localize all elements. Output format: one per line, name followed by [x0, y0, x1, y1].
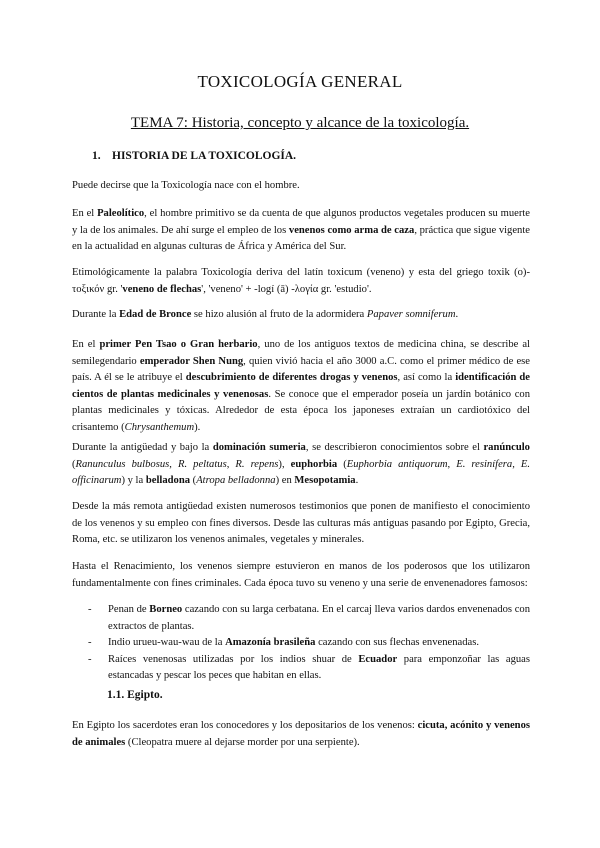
bold-text: euphorbia: [290, 458, 338, 470]
paragraph-sumeria: [72, 440, 530, 490]
text: Raíces venenosas utilizadas por los indios shuar de: [108, 653, 359, 665]
dash-marker: -: [88, 653, 92, 665]
paragraph-paleolithic: [72, 206, 530, 256]
text: cazando con su larga cerbatana. En el carcaj lleva varios dardos envenenados con extractos de plantas.: [108, 604, 531, 632]
italic-text: Chrysanthemum: [124, 421, 195, 433]
bold-text: primer Pen Tsao o Gran herbario: [99, 339, 258, 350]
italic-text: Atropa belladonna: [196, 475, 276, 486]
text: Penan de: [108, 604, 150, 615]
bold-text: ranúnculo: [483, 442, 530, 453]
text: Etimológicamente la palabra Toxicología deriva del latín toxicum (veneno) y esta del griego toxik (o)- τοξικόν gr. ': [72, 267, 530, 295]
section-heading-text: HISTORIA DE LA TOXICOLOGÍA.: [112, 150, 297, 162]
paragraph-intro: Puede decirse que la Toxicología nace con el hombre.: [72, 180, 300, 191]
paragraph-pen-tsao: [72, 337, 530, 436]
paragraph-etymology: [72, 265, 530, 298]
bold-text: emperador Shen Nung: [139, 355, 244, 367]
examples-list: [72, 602, 530, 685]
italic-text: R. peltatus: [177, 458, 227, 470]
text: En Egipto los sacerdotes eran los conocedores y los depositarios de los venenos:: [72, 720, 418, 731]
bold-text: identificación de cientos de plantas medicinales y venenosas: [72, 372, 530, 400]
text: , así como la: [397, 372, 456, 383]
paragraph-bronze-age: [72, 307, 530, 324]
text: , se describieron conocimientos sobre el: [305, 442, 484, 453]
bold-text: venenos como arma de caza: [288, 224, 415, 236]
dash-marker: -: [88, 637, 92, 648]
text: , quien vivió hacia el año 3000 a.C. como el primer médico de ese país. A él se le atribuye el: [72, 355, 530, 383]
text: ,: [447, 458, 457, 470]
section-number: 1.: [92, 150, 101, 162]
text: (: [72, 458, 76, 470]
paragraph-antiquity: Desde la más remota antigüedad existen numerosos testimonios que ponen de manifiesto el conocimiento de los venenos y su empleo con fines diversos. Desde las culturas más antiguas pasando por Egipto, Grecia, Roma, etc. se utilizaron los venenos animales, vegetales y minerales.: [72, 501, 530, 545]
bold-text: veneno de flechas: [122, 283, 202, 295]
text: ,: [169, 458, 178, 470]
italic-text: Papaver somniferum: [366, 309, 456, 320]
text: Indio urueu-wau-wau de la: [108, 637, 226, 648]
text: , práctica que sigue vigente en la actualidad en algunas culturas de África y América del Sur.: [72, 224, 530, 252]
text: .: [455, 309, 459, 320]
text: , el hombre primitivo se da cuenta de que algunos productos vegetales producen su muerte y la de los animales. De ahí surge el empleo de los: [72, 208, 530, 236]
list-item: [72, 635, 530, 652]
italic-text: Ranunculus bulbosus: [75, 458, 170, 470]
text: ).: [194, 421, 201, 433]
paragraph-renaissance: Hasta el Renacimiento, los venenos siempre estuvieron en manos de los poderosos que los utilizaron fundamentalmente con fines criminales. Cada época tuvo su veneno y una serie de envenenadores famosos:: [72, 561, 530, 589]
text: ) en: [275, 475, 295, 486]
italic-text: E. resinífera: [456, 458, 513, 470]
subsection-heading: 1.1. Egipto.: [107, 689, 163, 701]
dash-marker: -: [88, 604, 92, 615]
text: , uno de los antiguos textos de medicina china, se describe al semilegendario: [72, 339, 530, 367]
text: se hizo alusión al fruto de la adormidera: [191, 309, 367, 320]
bold-text: descubrimiento de diferentes drogas y venenos: [185, 372, 398, 383]
document-title: TOXICOLOGÍA GENERAL: [197, 72, 403, 91]
text: cazando con sus flechas envenenadas.: [315, 637, 479, 648]
text: ', 'veneno' + -logí (ā) -λογία gr. 'estudio'.: [201, 283, 372, 295]
bold-text: Paleolítico: [97, 208, 145, 219]
text: ),: [278, 458, 291, 470]
list-item: [72, 652, 530, 685]
text: (Cleopatra muere al dejarse morder por una serpiente).: [125, 736, 360, 748]
paragraph-egypt: [72, 718, 530, 751]
text: . Se conoce que el emperador poseía un jardín botánico con plantas medicinales y tóxicas. Alrededor de esta época los japoneses extraían un cardiotóxico del crisantemo (: [72, 388, 530, 433]
text: (: [190, 475, 197, 486]
text: En el: [72, 208, 98, 219]
list-item: [72, 602, 530, 635]
section-heading: [92, 150, 296, 162]
text: ,: [512, 458, 521, 470]
bold-text: Ecuador: [358, 653, 398, 665]
text: Durante la antigüedad y bajo la: [72, 442, 213, 453]
topic-title: TEMA 7: Historia, concepto y alcance de la toxicología.: [130, 115, 470, 131]
bold-text: cicuta, acónito y venenos de animales: [72, 720, 530, 748]
italic-text: E. officinarum: [72, 458, 531, 486]
text: Durante la: [72, 309, 120, 320]
text: para emponzoñar las aguas estancadas y pescar los peces que habitan en ellas.: [108, 653, 530, 681]
text: ,: [226, 458, 236, 470]
bold-text: Edad de Bronce: [119, 309, 192, 320]
text: ) y la: [121, 475, 146, 486]
bold-text: Borneo: [149, 604, 183, 615]
text: .: [355, 475, 359, 486]
bold-text: Mesopotamia: [294, 475, 356, 486]
bold-text: Amazonía brasileña: [225, 637, 316, 648]
bold-text: belladona: [145, 475, 191, 486]
italic-text: Euphorbia antiquorum: [346, 458, 448, 470]
text: En el: [72, 339, 100, 350]
text: (: [337, 458, 347, 470]
bold-text: dominación sumeria: [212, 442, 306, 453]
italic-text: R. repens: [235, 458, 279, 470]
